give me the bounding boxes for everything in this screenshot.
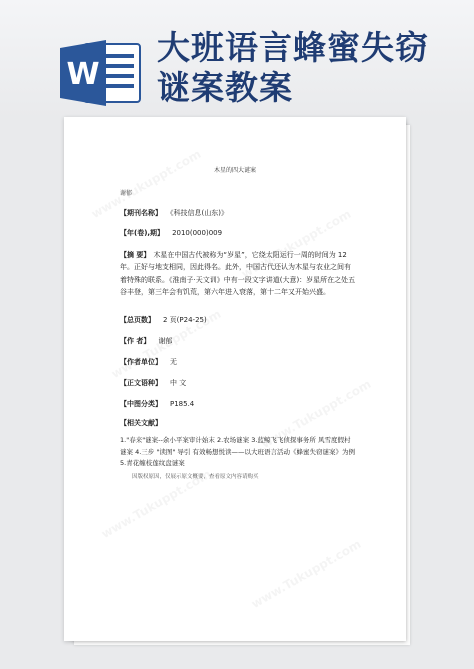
abstract-text: 木星在中国古代被称为“岁星”，它绕太阳运行一周的时间为 12 年。正好与地支相同，因此得名。此外，中国古代还认为木星与农业之间有着特殊的联系。《淮南子·天文训》中有一段文字讲道(大意)：岁星所在之处五谷丰登，第三年会有饥荒，第六年进入衰落，第十二年又开始兴盛。 xyxy=(120,251,356,296)
page-title xyxy=(157,28,457,108)
field-label: 【总页数】 xyxy=(120,316,155,324)
field-author xyxy=(120,336,172,346)
abstract-label: 【摘 要】 xyxy=(120,251,151,259)
field-value: 谢郁 xyxy=(158,337,173,345)
field-value: P185.4 xyxy=(170,400,195,408)
field-value: 中 文 xyxy=(170,379,187,387)
copyright-notice xyxy=(132,473,259,482)
document-title: 木星的四大谜案 xyxy=(213,167,256,174)
title-line-1: 大班语言蜂蜜失窃 xyxy=(157,28,429,67)
field-label: 【作 者】 xyxy=(120,337,151,345)
related-literature-heading: 【相关文献】 xyxy=(120,419,162,427)
field-value: 无 xyxy=(170,358,177,366)
field-language xyxy=(120,378,186,388)
author-line: 谢郁 xyxy=(120,190,133,197)
field-value: 2 页(P24-25) xyxy=(163,316,207,324)
field-volume xyxy=(120,228,222,238)
field-label: 【期刊名称】 xyxy=(120,209,162,217)
related-literature-list: 1."春来"谜案--余小平案审计始末 2.农场谜案 3.蓝鲸飞飞侦探事务所 风雪度假村谜案 4.三步 "读图" 导引 有效畅想悦读——以大班语言活动《蜂蜜失窃谜案》为例 5.青花缠枝莲纹盘谜案 xyxy=(120,436,355,467)
field-pages xyxy=(120,315,207,325)
document-page xyxy=(64,117,406,641)
copyright-notice-line: 因版权原因，仅展示原文概要，查看原文内容请购买 xyxy=(132,474,259,480)
field-label: 【中图分类】 xyxy=(120,400,162,408)
field-affiliation xyxy=(120,357,177,367)
title-line-2: 谜案教案 xyxy=(157,68,293,107)
field-label: 【正文语种】 xyxy=(120,379,162,387)
field-label: 【作者单位】 xyxy=(120,358,162,366)
field-value: 2010(000)009 xyxy=(172,229,223,237)
field-value: 《科技信息(山东)》 xyxy=(170,209,228,217)
abstract xyxy=(120,249,356,298)
watermark xyxy=(249,537,364,611)
word-icon xyxy=(58,40,144,106)
field-label: 【年(卷),期】 xyxy=(120,229,165,237)
svg-text:W: W xyxy=(66,57,100,92)
field-journal xyxy=(120,208,228,218)
field-classification xyxy=(120,399,194,409)
